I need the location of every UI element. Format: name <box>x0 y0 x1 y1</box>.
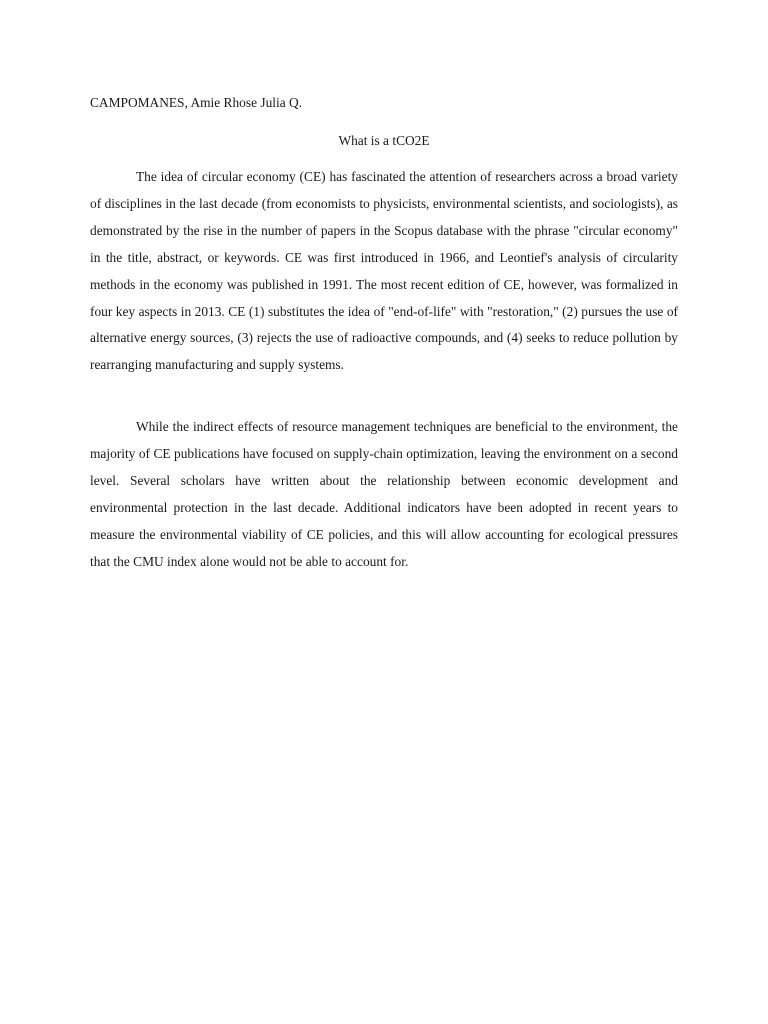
author-name: CAMPOMANES, Amie Rhose Julia Q. <box>90 95 303 110</box>
paragraph-2: While the indirect effects of resource management techniques are beneficial to the environment, the majority of CE publications have focused on supply-chain optimization, leaving the environment on a second level. Several scholars have written about the relationship between economic development and environmental protection in the last decade. Additional indicators have been adopted in recent years to measure the environmental viability of CE policies, and this will allow accounting for ecological pressures that the CMU index alone would not be able to account for. <box>90 419 678 569</box>
paragraph-1: The idea of circular economy (CE) has fascinated the attention of researchers across a broad variety of disciplines in the last decade (from economists to physicists, environmental scientists, and sociologists), as demonstrated by the rise in the number of papers in the Scopus database with the phrase "circular economy" in the title, abstract, or keywords. CE was first introduced in 1966, and Leontief's analysis of circularity methods in the economy was published in 1991. The most recent edition of CE, however, was formalized in four key aspects in 2013. CE (1) substitutes the idea of "end-of-life" with "restoration," (2) pursues the use of alternative energy sources, (3) rejects the use of radioactive compounds, and (4) seeks to reduce pollution by rearranging manufacturing and supply systems. <box>90 169 678 373</box>
document-title: What is a tCO2E <box>338 133 430 148</box>
